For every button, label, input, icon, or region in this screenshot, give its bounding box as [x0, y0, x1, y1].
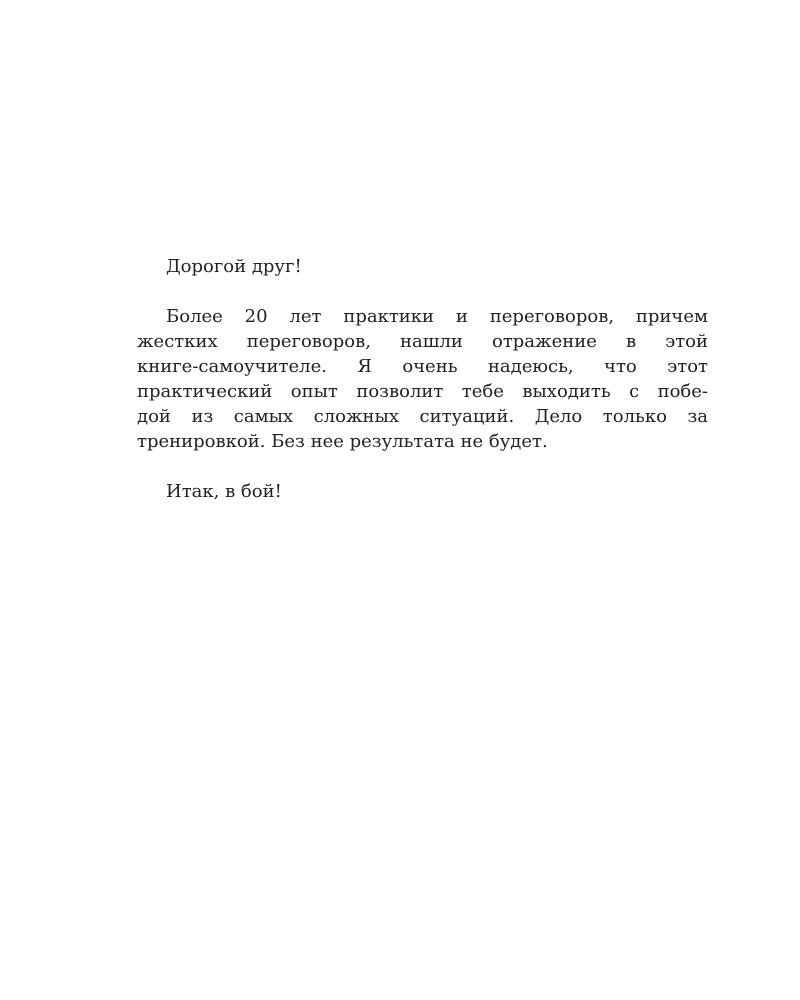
body-line: практический опыт позволит тебе выходить с побе-: [137, 381, 708, 402]
closing: Итак, в бой!: [166, 481, 282, 502]
body-line: Более 20 лет практики и переговоров, причем: [166, 306, 708, 327]
body-line: жестких переговоров, нашли отражение в этой: [137, 331, 708, 352]
greeting: Дорогой друг!: [166, 256, 302, 277]
body-line: дой из самых сложных ситуаций. Дело только за: [137, 406, 708, 427]
letter-text: [137, 254, 708, 504]
body-paragraph: [137, 304, 708, 454]
body-line: книге-самоучителе. Я очень надеюсь, что этот: [137, 356, 708, 377]
body-line: тренировкой. Без нее результата не будет.: [137, 431, 548, 452]
